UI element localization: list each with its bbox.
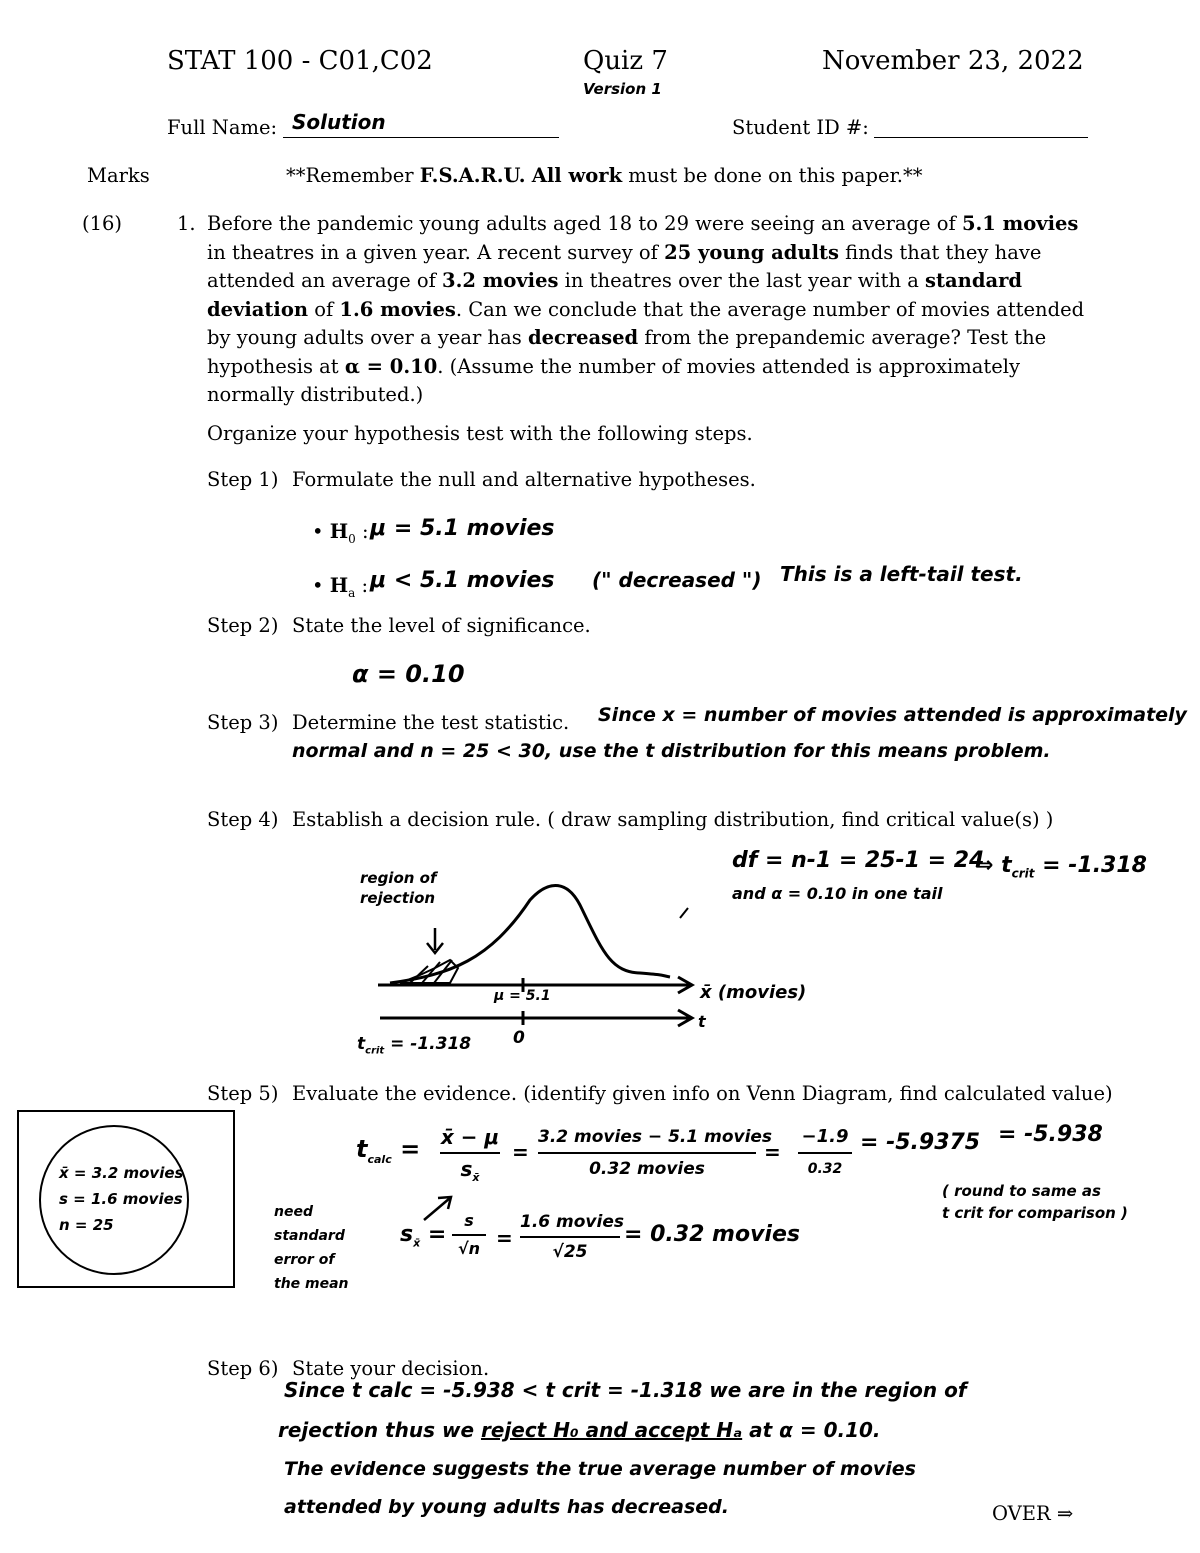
- tcrit-axis-label: $t_{crit} = -1.318$: [357, 1034, 472, 1057]
- course-title: STAT 100 - C01,C02: [167, 46, 433, 76]
- h0-bullet: • $H_0$ :: [312, 520, 369, 546]
- step2-handwritten: α = 0.10: [352, 660, 465, 688]
- equals-sign: =: [496, 1226, 513, 1250]
- se-values-fraction: 1.6 movies √25: [520, 1208, 620, 1266]
- step1-label: Step 1): [207, 468, 279, 491]
- tcalc-simplified-fraction: −1.9 0.32: [798, 1122, 852, 1184]
- t-axis-label: t: [698, 1012, 706, 1031]
- se-value: = 0.32 movies: [624, 1222, 800, 1247]
- h0-handwritten: μ = 5.1 movies: [370, 516, 555, 541]
- step2-label: Step 2): [207, 614, 279, 637]
- venn-diagram-box: [17, 1110, 235, 1288]
- step4-df: df = n-1 = 25-1 = 24: [732, 848, 985, 873]
- tcalc-values-fraction: 3.2 movies − 5.1 movies 0.32 movies: [538, 1122, 756, 1184]
- step2-text: State the level of significance.: [292, 614, 591, 637]
- se-formula-fraction: s √n: [452, 1208, 486, 1262]
- se-lhs: $s_{x̄}$ =: [400, 1222, 447, 1250]
- step5-text: Evaluate the evidence. (identify given info on Venn Diagram, find calculated value): [292, 1082, 1113, 1105]
- step3-handwritten-line1: Since x = number of movies attended is approximately: [598, 704, 1187, 726]
- step6-handwritten-line4: attended by young adults has decreased.: [284, 1496, 729, 1518]
- step5-label: Step 5): [207, 1082, 279, 1105]
- step6-handwritten-line2: rejection thus we reject H₀ and accept Hₐ at α = 0.10.: [278, 1418, 881, 1442]
- equals-sign: =: [512, 1140, 529, 1164]
- tcalc-formula-fraction: x̄ − μ $s_{x̄}$: [440, 1122, 500, 1193]
- full-name-label: Full Name:: [167, 116, 278, 139]
- student-id-line: [874, 137, 1088, 138]
- xbar-axis-label: x̄ (movies): [700, 982, 807, 1003]
- question-number: 1.: [177, 212, 196, 235]
- step4-alpha-tail: and α = 0.10 in one tail: [732, 884, 943, 903]
- need-standard-error-note: need standard error of the mean: [274, 1204, 349, 1292]
- mu-axis-label: μ = 5.1: [494, 988, 551, 1004]
- tcalc-lhs: $t_{calc}$ =: [356, 1135, 421, 1166]
- version-handwritten: Version 1: [583, 80, 662, 98]
- step6-handwritten-line1: Since t calc = -5.938 < t crit = -1.318 we are in the region of: [284, 1378, 967, 1402]
- ha-handwritten: μ < 5.1 movies: [370, 568, 555, 593]
- ha-note-left-tail: This is a left-tail test.: [780, 562, 1023, 586]
- step6-text: State your decision.: [292, 1357, 490, 1380]
- equals-sign: =: [764, 1140, 781, 1164]
- question-text: Before the pandemic young adults aged 18 to 29 were seeing an average of 5.1 movies in theatres in a given year. A recent survey of 25 young adults finds that they have attended an average of 3.2 movies in theatres over the last year with a standard deviation of 1.6 movies. Can we conclude that the average number of movies attended by young adults over a year has decreased from the prepandemic average? Test the hypothesis at α = 0.10. (Assume the number of movies attended is approximately normally distributed.): [207, 212, 1085, 406]
- region-of-rejection-label: region of rejection: [360, 869, 437, 907]
- step1-text: Formulate the null and alternative hypotheses.: [292, 468, 756, 491]
- step4-text: Establish a decision rule. ( draw sampling distribution, find critical value(s) ): [292, 808, 1054, 831]
- quiz-title: Quiz 7: [583, 46, 668, 76]
- ha-note: (" decreased "): [592, 568, 762, 592]
- question-marks: (16): [82, 212, 123, 235]
- step3-label: Step 3): [207, 711, 279, 734]
- marks-label: Marks: [87, 164, 150, 187]
- step6-handwritten-line3: The evidence suggests the true average number of movies: [284, 1458, 916, 1480]
- full-name-value: Solution: [292, 110, 386, 134]
- reminder-line: **Remember F.S.A.R.U. All work must be done on this paper.**: [286, 164, 923, 187]
- step3-text: Determine the test statistic.: [292, 711, 570, 734]
- over-indicator: OVER ⇒: [992, 1502, 1074, 1525]
- step4-tcrit: ⇒ $t_{crit} = -1.318$: [975, 853, 1147, 881]
- student-id-label: Student ID #:: [732, 116, 869, 139]
- organize-instruction: Organize your hypothesis test with the following steps.: [207, 422, 753, 445]
- tcalc-rounded: = -5.938: [998, 1122, 1103, 1147]
- ha-bullet: • $H_a$ :: [312, 574, 369, 600]
- tcalc-value: = -5.9375: [860, 1130, 981, 1155]
- step6-label: Step 6): [207, 1357, 279, 1380]
- step4-label: Step 4): [207, 808, 279, 831]
- full-name-line: [283, 137, 559, 138]
- zero-axis-label: 0: [513, 1028, 525, 1048]
- step3-handwritten-line2: normal and n = 25 < 30, use the t distribution for this means problem.: [292, 740, 1051, 762]
- round-note: ( round to same as t crit for comparison ): [942, 1182, 1128, 1222]
- quiz-date: November 23, 2022: [822, 46, 1084, 76]
- venn-values: x̄ = 3.2 movies s = 1.6 movies n = 25: [59, 1164, 184, 1234]
